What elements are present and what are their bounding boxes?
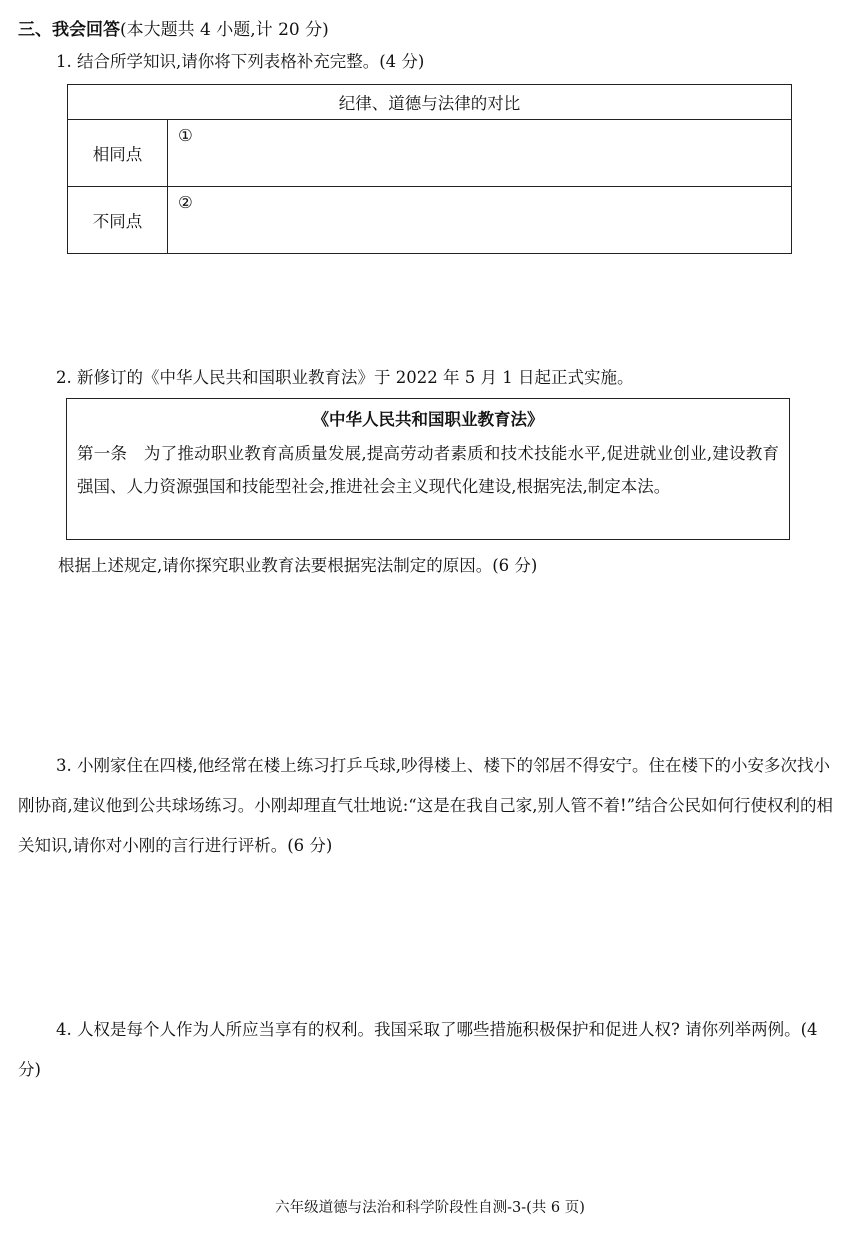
table-header: 纪律、道德与法律的对比 <box>68 85 792 120</box>
row-label-similarity: 相同点 <box>68 120 168 187</box>
question-1-text: 1. 结合所学知识,请你将下列表格补充完整。(4 分) <box>56 52 425 71</box>
page-footer: 六年级道德与法治和科学阶段性自测-3-(共 6 页) <box>275 1200 585 1216</box>
question-3-text: 3. 小刚家住在四楼,他经常在楼上练习打乒乓球,吵得楼上、楼下的邻居不得安宁。住在楼下的小安多次找小刚协商,建议他到公共球场练习。小刚却理直气壮地说:“这是在我自己家,别人管不着!”结合公民如何行使权利的相关知识,请你对小刚的言行进行评析。(6 分) <box>18 756 834 855</box>
comparison-table <box>67 84 792 254</box>
section-label: 三、我会回答 <box>18 20 120 40</box>
section-title <box>18 18 329 42</box>
law-title: 《中华人民共和国职业教育法》 <box>312 410 544 429</box>
question-4-text: 4. 人权是每个人作为人所应当享有的权利。我国采取了哪些措施积极保护和促进人权? 请你列举两例。(4 分) <box>18 1020 818 1079</box>
answer-blank-1[interactable]: ① <box>168 120 792 187</box>
section-note: (本大题共 4 小题,计 20 分) <box>120 20 329 40</box>
question-2-prompt: 根据上述规定,请你探究职业教育法要根据宪法制定的原因。(6 分) <box>58 556 538 575</box>
question-2-text: 2. 新修订的《中华人民共和国职业教育法》于 2022 年 5 月 1 日起正式实施。 <box>56 368 634 387</box>
answer-blank-2[interactable]: ② <box>168 187 792 254</box>
law-article-text: 第一条 为了推动职业教育高质量发展,提高劳动者素质和技术技能水平,促进就业创业,建设教育强国、人力资源强国和技能型社会,推进社会主义现代化建设,根据宪法,制定本法。 <box>77 444 779 496</box>
law-excerpt-box <box>66 398 790 540</box>
row-label-difference: 不同点 <box>68 187 168 254</box>
